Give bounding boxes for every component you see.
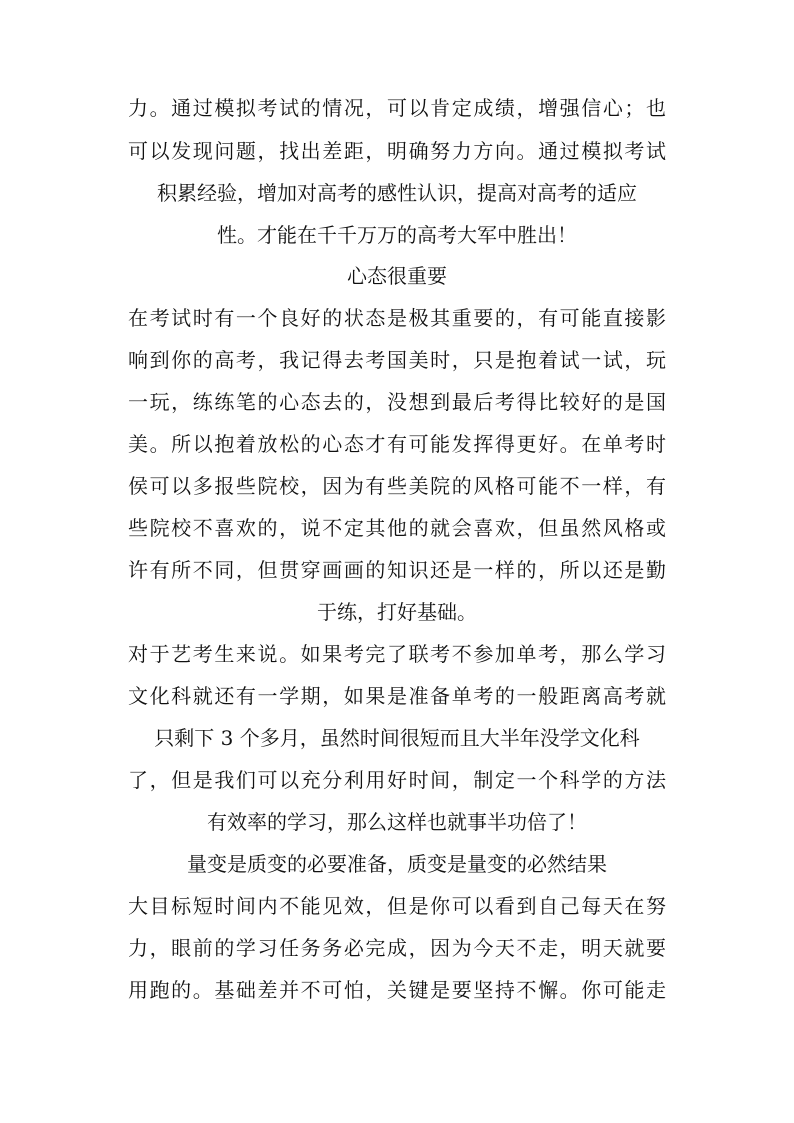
text-line: 响到你的高考，我记得去考国美时，只是抱着试一试，玩 (128, 348, 666, 372)
text-line: 美。所以抱着放松的心态才有可能发挥得更好。在单考时 (128, 432, 666, 456)
text-line: 性。才能在千千万万的高考大军中胜出！ (217, 223, 577, 247)
text-line: 侯可以多报些院校，因为有些美院的风格可能不一样，有 (128, 474, 666, 498)
section-heading: 心态很重要 (347, 264, 447, 288)
text-line: 可以发现问题，找出差距，明确努力方向。通过模拟考试 (128, 139, 666, 163)
text-line: 有效率的学习，那么这样也就事半功倍了！ (207, 810, 587, 834)
text-line: 积累经验，增加对高考的感性认识，提高对高考的适应 (157, 181, 637, 205)
text-line: 文化科就还有一学期，如果是准备单考的一般距离高考就 (128, 684, 666, 708)
text-line: 一玩，练练笔的心态去的，没想到最后考得比较好的是国 (128, 390, 666, 414)
text-line: 在考试时有一个良好的状态是极其重要的，有可能直接影 (128, 306, 666, 330)
text-line: 力。通过模拟考试的情况，可以肯定成绩，增强信心；也 (128, 96, 666, 120)
text-line: 力，眼前的学习任务务必完成，因为今天不走，明天就要 (128, 936, 666, 960)
text-line: 大目标短时间内不能见效，但是你可以看到自己每天在努 (128, 894, 666, 918)
section-heading: 量变是质变的必要准备，质变是量变的必然结果 (187, 852, 607, 876)
text-line: 于练，打好基础。 (317, 600, 477, 624)
text-line: 用跑的。基础差并不可怕，关键是要坚持不懈。你可能走 (128, 978, 666, 1002)
text-line: 了，但是我们可以充分利用好时间，制定一个科学的方法 (128, 768, 666, 792)
text-line: 许有所不同，但贯穿画画的知识还是一样的，所以还是勤 (128, 558, 666, 582)
text-line: 些院校不喜欢的，说不定其他的就会喜欢，但虽然风格或 (128, 516, 666, 540)
text-line: 只剩下 3 个多月，虽然时间很短而且大半年没学文化科 (154, 726, 640, 750)
text-line: 对于艺考生来说。如果考完了联考不参加单考，那么学习 (128, 642, 666, 666)
